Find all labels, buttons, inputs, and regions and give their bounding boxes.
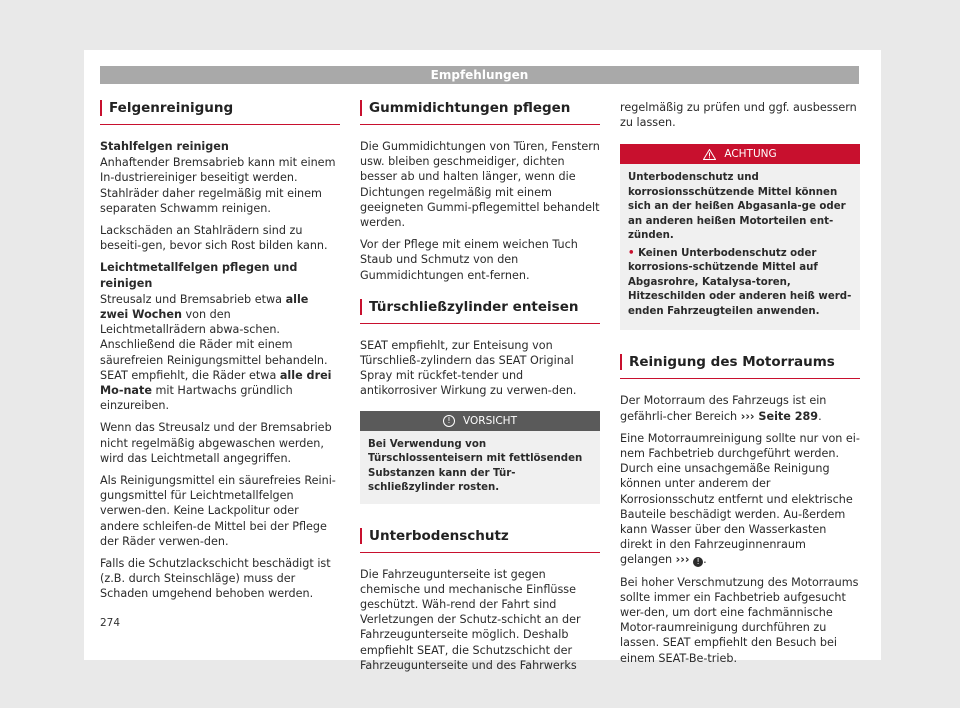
info-circle-icon: ! xyxy=(443,415,455,427)
page-header: Empfehlungen xyxy=(100,66,859,84)
paragraph: Als Reinigungsmittel ein säurefreies Reini-gungsmittel für Leichtmetallfelgen verwen-den. Keine Lackpolitur oder andere schleifen-de Mittel bei der Pflege der Räder verwen-den. xyxy=(100,474,336,548)
subheading-leichtmetallfelgen: Leichtmetallfelgen pflegen und reinigen xyxy=(100,261,298,290)
column-3 xyxy=(620,100,860,673)
paragraph: Falls die Schutzlackschicht beschädigt ist (z.B. durch Steinschläge) muss der Schaden umgehend behoben werden. xyxy=(100,557,331,601)
subheading-stahlfelgen: Stahlfelgen reinigen xyxy=(100,140,229,153)
notice-header xyxy=(360,411,600,431)
paragraph: Streusalz und Bremsabrieb etwa alle zwei Wochen von den Leichtmetallrädern abwa-schen. Anschließend die Räder mit einem säurefreien Reinigungsmittel behandeln. SEAT empfiehlt, die Räder etwa alle drei Mo-nate mit Hartwachs gründlich einzureiben. xyxy=(100,292,332,413)
paragraph: Die Fahrzeugunterseite ist gegen chemische und mechanische Einflüsse geschützt. Wäh-rend der Fahrt sind Verletzungen der Schutz-schicht an der Fahrzeugunterseite möglich. Deshalb empfiehlt SEAT, die Schutzschicht der Fahrzeugunterseite und des Fahrwerks xyxy=(360,567,581,672)
notice-text: Bei Verwendung von Türschlossenteisern mit fettlösenden Substanzen kann der Tür-schließzylinder rosten. xyxy=(368,438,583,494)
notice-label: VORSICHT xyxy=(463,414,517,427)
paragraph: Anhaftender Bremsabrieb kann mit einem In-dustriereiniger beseitigt werden. Stahlräder daher regelmäßig mit einem separaten Schwamm reinigen. xyxy=(100,156,336,215)
warning-triangle-icon xyxy=(703,149,716,160)
section-heading-unterbodenschutz: Unterbodenschutz xyxy=(360,526,600,553)
column-2 xyxy=(360,98,600,680)
section-heading-tuerschliesszylinder: Türschließzylinder enteisen xyxy=(360,297,600,324)
paragraph: Die Gummidichtungen von Türen, Fenstern usw. bleiben geschmeidiger, dichten besser ab und halten länger, wenn die Dichtungen regelmäßig mit einem geeigneten Gummi-pflegemittel behandelt werden. xyxy=(360,140,600,230)
paragraph: Eine Motorraumreinigung sollte nur von ei-nem Fachbetrieb durchgeführt werden. Durch eine unsachgemäße Reinigung können unter anderem der Korrosionsschutz entfernt und elektrische Bauteile beschädigt werden. Au-ßerdem kann Wasser über den Wasserkasten direkt in den Fahrzeuginnenraum gelangen ››› ! . xyxy=(620,431,860,567)
paragraph: Wenn das Streusalz und der Bremsabrieb nicht regelmäßig abgewaschen werden, wird das Leichtmetall angegriffen. xyxy=(100,421,332,465)
section-heading-motorraum: Reinigung des Motorraums xyxy=(620,352,860,379)
paragraph: Lackschäden an Stahlrädern sind zu beseiti-gen, bevor sich Rost bilden kann. xyxy=(100,224,328,253)
paragraph: regelmäßig zu prüfen und ggf. ausbessern zu lassen. xyxy=(620,101,857,130)
notice-box xyxy=(360,411,600,504)
warning-reference-link[interactable]: ››› xyxy=(675,553,690,567)
warning-header xyxy=(620,144,860,164)
page-number: 274 xyxy=(100,617,121,629)
column-1 xyxy=(100,98,340,609)
warning-ref-icon: ! xyxy=(693,557,703,567)
paragraph: SEAT empfiehlt, zur Enteisung von Türschließ-zylindern das SEAT Original Spray mit rückfet-tender und antikorrosiver Wirkung zu verwen-den. xyxy=(360,338,577,398)
paragraph: Bei hoher Verschmutzung des Motorraums sollte immer ein Fachbetrieb aufgesucht wer-den, um dort eine fachmännische Motor-raumreinigung durchführen zu lassen. SEAT empfiehlt den Besuch bei einem SEAT-Be-trieb. xyxy=(620,575,859,665)
warning-label: ACHTUNG xyxy=(724,148,777,161)
section-heading-felgenreinigung: Felgenreinigung xyxy=(100,98,340,125)
page-reference-link[interactable]: ››› Seite 289 xyxy=(740,409,819,423)
paragraph: Vor der Pflege mit einem weichen Tuch Staub und Schmutz von den Gummidichtungen ent-fernen. xyxy=(360,238,578,282)
bullet: • xyxy=(628,247,635,259)
warning-box xyxy=(620,144,860,330)
warning-body xyxy=(620,164,860,330)
section-heading-gummidichtungen: Gummidichtungen pflegen xyxy=(360,98,600,125)
warning-text: Unterbodenschutz und korrosionsschützende Mittel können sich an der heißen Abgasanla-ge oder an anderen heißen Motorteilen ent-zünden. xyxy=(628,172,846,242)
warning-bullet-item: • Keinen Unterbodenschutz oder korrosions-schützende Mittel auf Abgasrohre, Katalysa-toren, Hitzeschilden oder anderen heiß werd-enden Fahrzeugteilen anwenden. xyxy=(628,247,852,317)
paragraph: Der Motorraum des Fahrzeugs ist ein gefährli-cher Bereich ››› Seite 289. xyxy=(620,394,827,423)
